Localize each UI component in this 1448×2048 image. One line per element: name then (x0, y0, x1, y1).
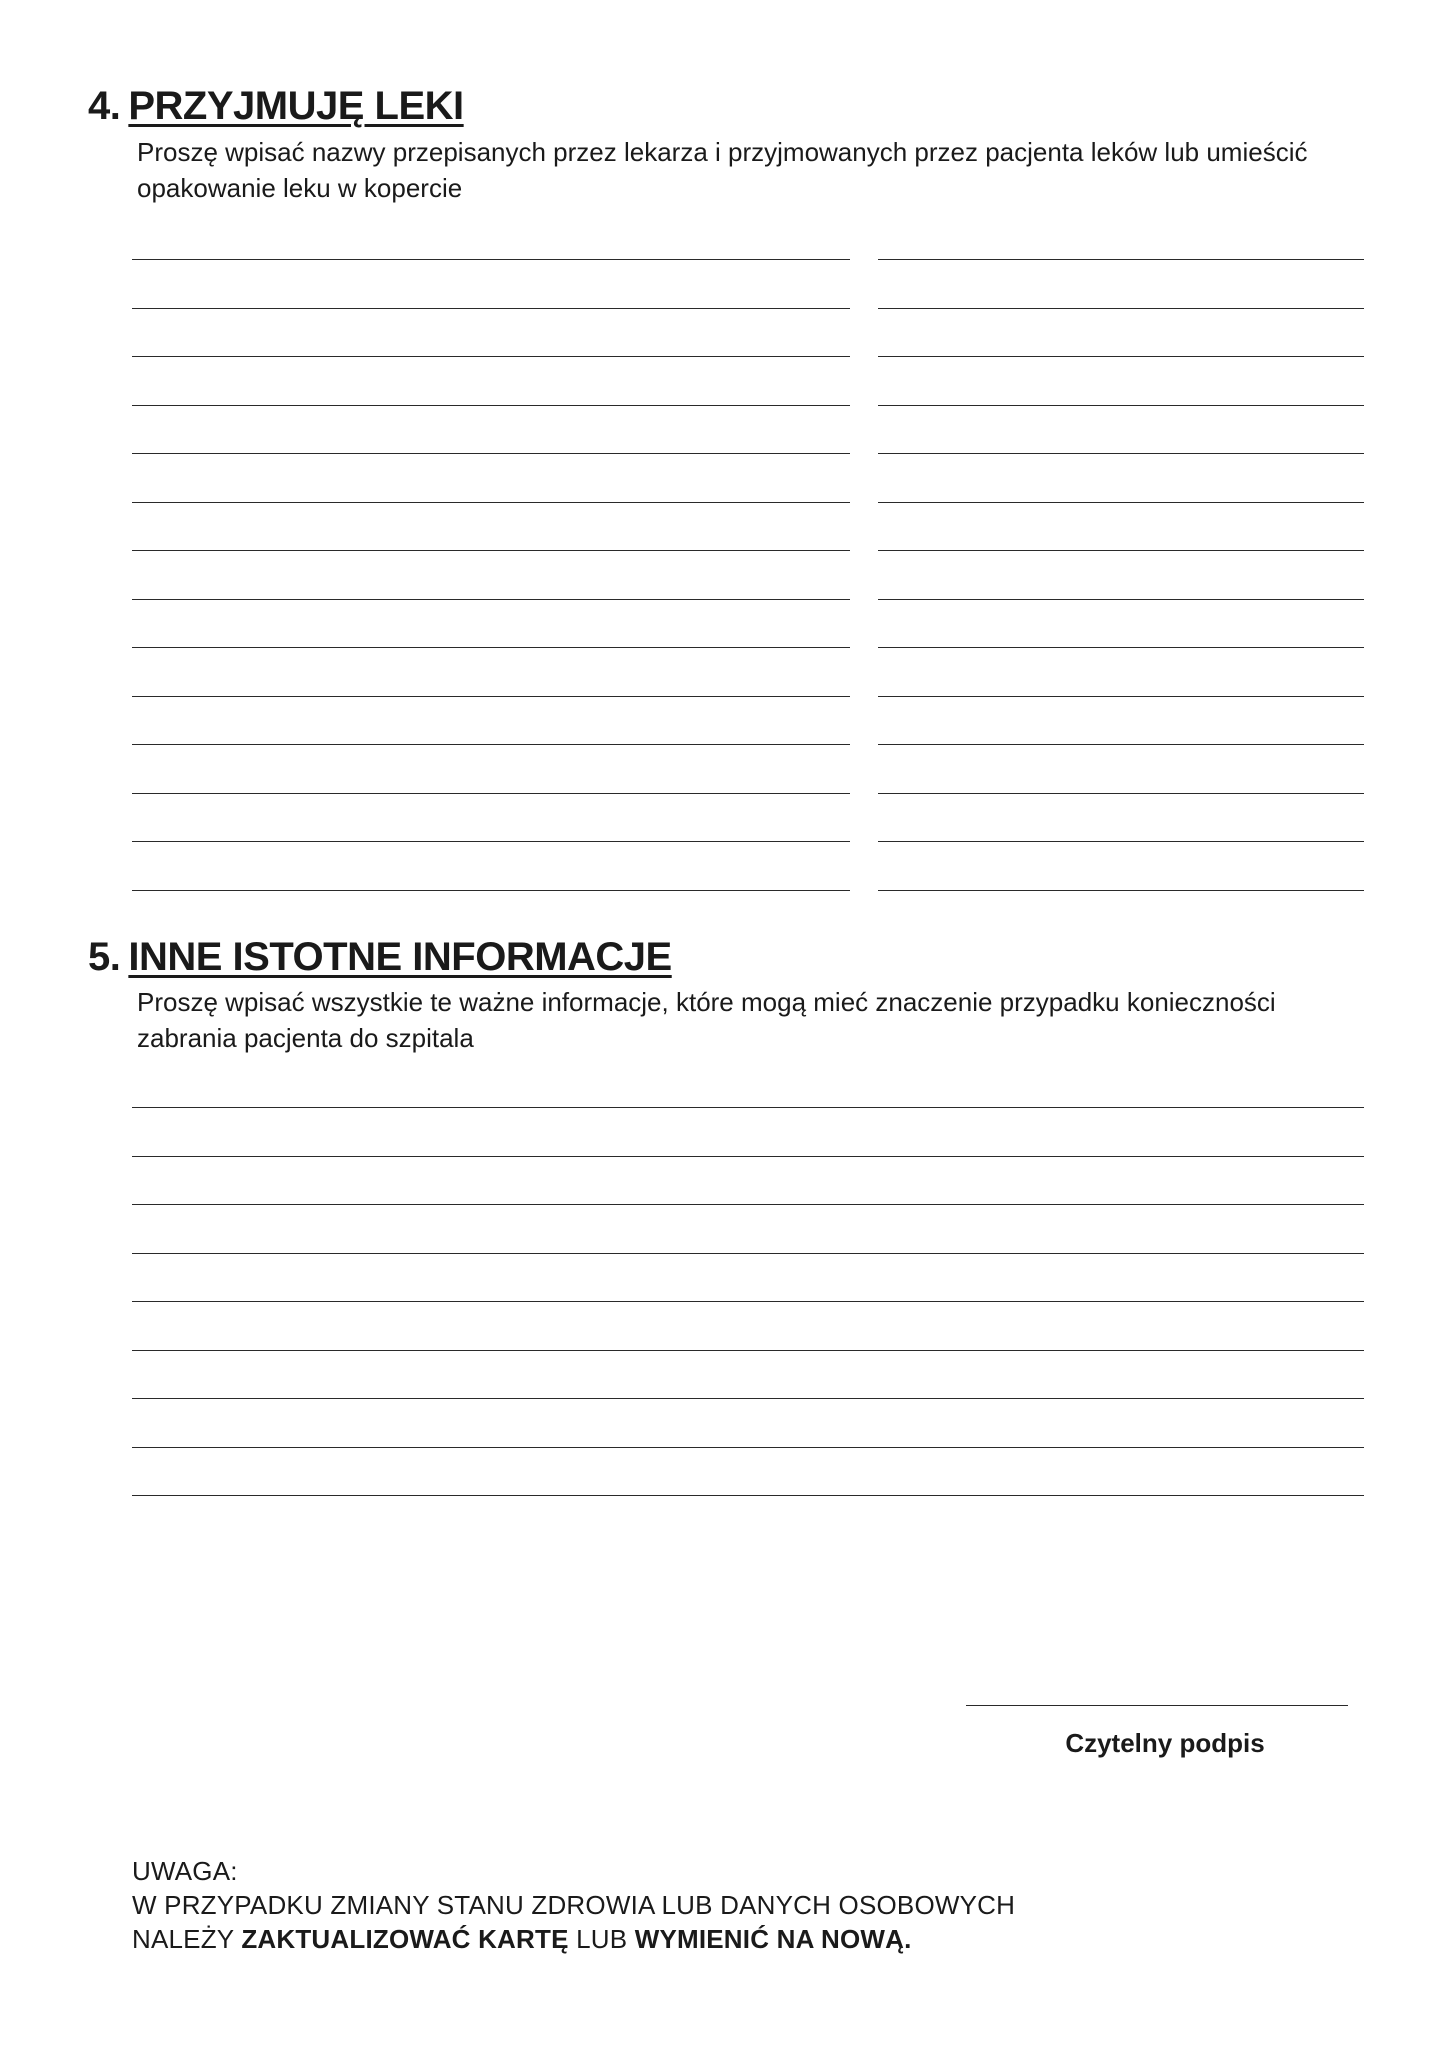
medication-writing-line[interactable] (878, 793, 1364, 794)
medication-writing-line[interactable] (878, 890, 1364, 891)
information-writing-line[interactable] (132, 1253, 1364, 1254)
medication-writing-line[interactable] (878, 453, 1364, 454)
section-5-instruction: Proszę wpisać wszystkie te ważne informacje, które mogą mieć znaczenie przypadku konieczności zabrania pacjenta do szpitala (137, 987, 1276, 1053)
medication-writing-line[interactable] (878, 405, 1364, 406)
medication-writing-line[interactable] (132, 550, 850, 551)
section-4-heading (88, 82, 464, 130)
medication-writing-line[interactable] (132, 599, 850, 600)
medication-writing-line[interactable] (132, 647, 850, 648)
notice-line-2-prefix: NALEŻY (132, 1924, 234, 1954)
medications-left-column-lines[interactable] (132, 259, 850, 891)
section-5-heading (88, 933, 672, 981)
signature-label: Czytelny podpis (1065, 1728, 1265, 1758)
medications-right-column-lines[interactable] (878, 259, 1364, 891)
notice-label: UWAGA: (132, 1856, 238, 1886)
section-4-instruction: Proszę wpisać nazwy przepisanych przez lekarza i przyjmowanych przez pacjenta leków lub umieścić opakowanie leku w kopercie (137, 137, 1308, 203)
medication-writing-line[interactable] (878, 502, 1364, 503)
medication-writing-line[interactable] (878, 308, 1364, 309)
signature-line[interactable] (966, 1705, 1348, 1706)
information-writing-line[interactable] (132, 1204, 1364, 1205)
information-writing-line[interactable] (132, 1398, 1364, 1399)
medication-writing-line[interactable] (878, 696, 1364, 697)
section-5-number: 5. (88, 935, 121, 979)
notice-update-card: ZAKTUALIZOWAĆ KARTĘ (241, 1924, 569, 1954)
information-writing-line[interactable] (132, 1495, 1364, 1496)
medication-writing-line[interactable] (878, 744, 1364, 745)
medication-writing-line[interactable] (132, 453, 850, 454)
medication-writing-line[interactable] (132, 841, 850, 842)
other-information-lines[interactable] (132, 1107, 1364, 1507)
medication-writing-line[interactable] (878, 599, 1364, 600)
notice-line-2 (132, 1922, 1015, 1956)
medication-writing-line[interactable] (132, 308, 850, 309)
notice-block (132, 1854, 1015, 1956)
medication-writing-line[interactable] (878, 647, 1364, 648)
information-writing-line[interactable] (132, 1447, 1364, 1448)
medication-writing-line[interactable] (878, 841, 1364, 842)
medication-writing-line[interactable] (132, 744, 850, 745)
medication-writing-line[interactable] (878, 356, 1364, 357)
section-4-title: PRZYJMUJĘ LEKI (128, 84, 464, 128)
medication-writing-line[interactable] (878, 259, 1364, 260)
notice-line-1: W PRZYPADKU ZMIANY STANU ZDROWIA LUB DANYCH OSOBOWYCH (132, 1890, 1016, 1920)
information-writing-line[interactable] (132, 1156, 1364, 1157)
section-5-title: INNE ISTOTNE INFORMACJE (128, 935, 672, 979)
medication-writing-line[interactable] (132, 259, 850, 260)
notice-replace-card: WYMIENIĆ NA NOWĄ. (634, 1924, 912, 1954)
notice-line-2-mid: LUB (576, 1924, 628, 1954)
information-writing-line[interactable] (132, 1107, 1364, 1108)
medication-writing-line[interactable] (132, 696, 850, 697)
medication-writing-line[interactable] (132, 356, 850, 357)
medication-writing-line[interactable] (132, 890, 850, 891)
information-writing-line[interactable] (132, 1301, 1364, 1302)
medication-writing-line[interactable] (132, 793, 850, 794)
medication-writing-line[interactable] (132, 502, 850, 503)
medication-writing-line[interactable] (132, 405, 850, 406)
information-writing-line[interactable] (132, 1350, 1364, 1351)
medication-writing-line[interactable] (878, 550, 1364, 551)
section-4-number: 4. (88, 84, 121, 128)
